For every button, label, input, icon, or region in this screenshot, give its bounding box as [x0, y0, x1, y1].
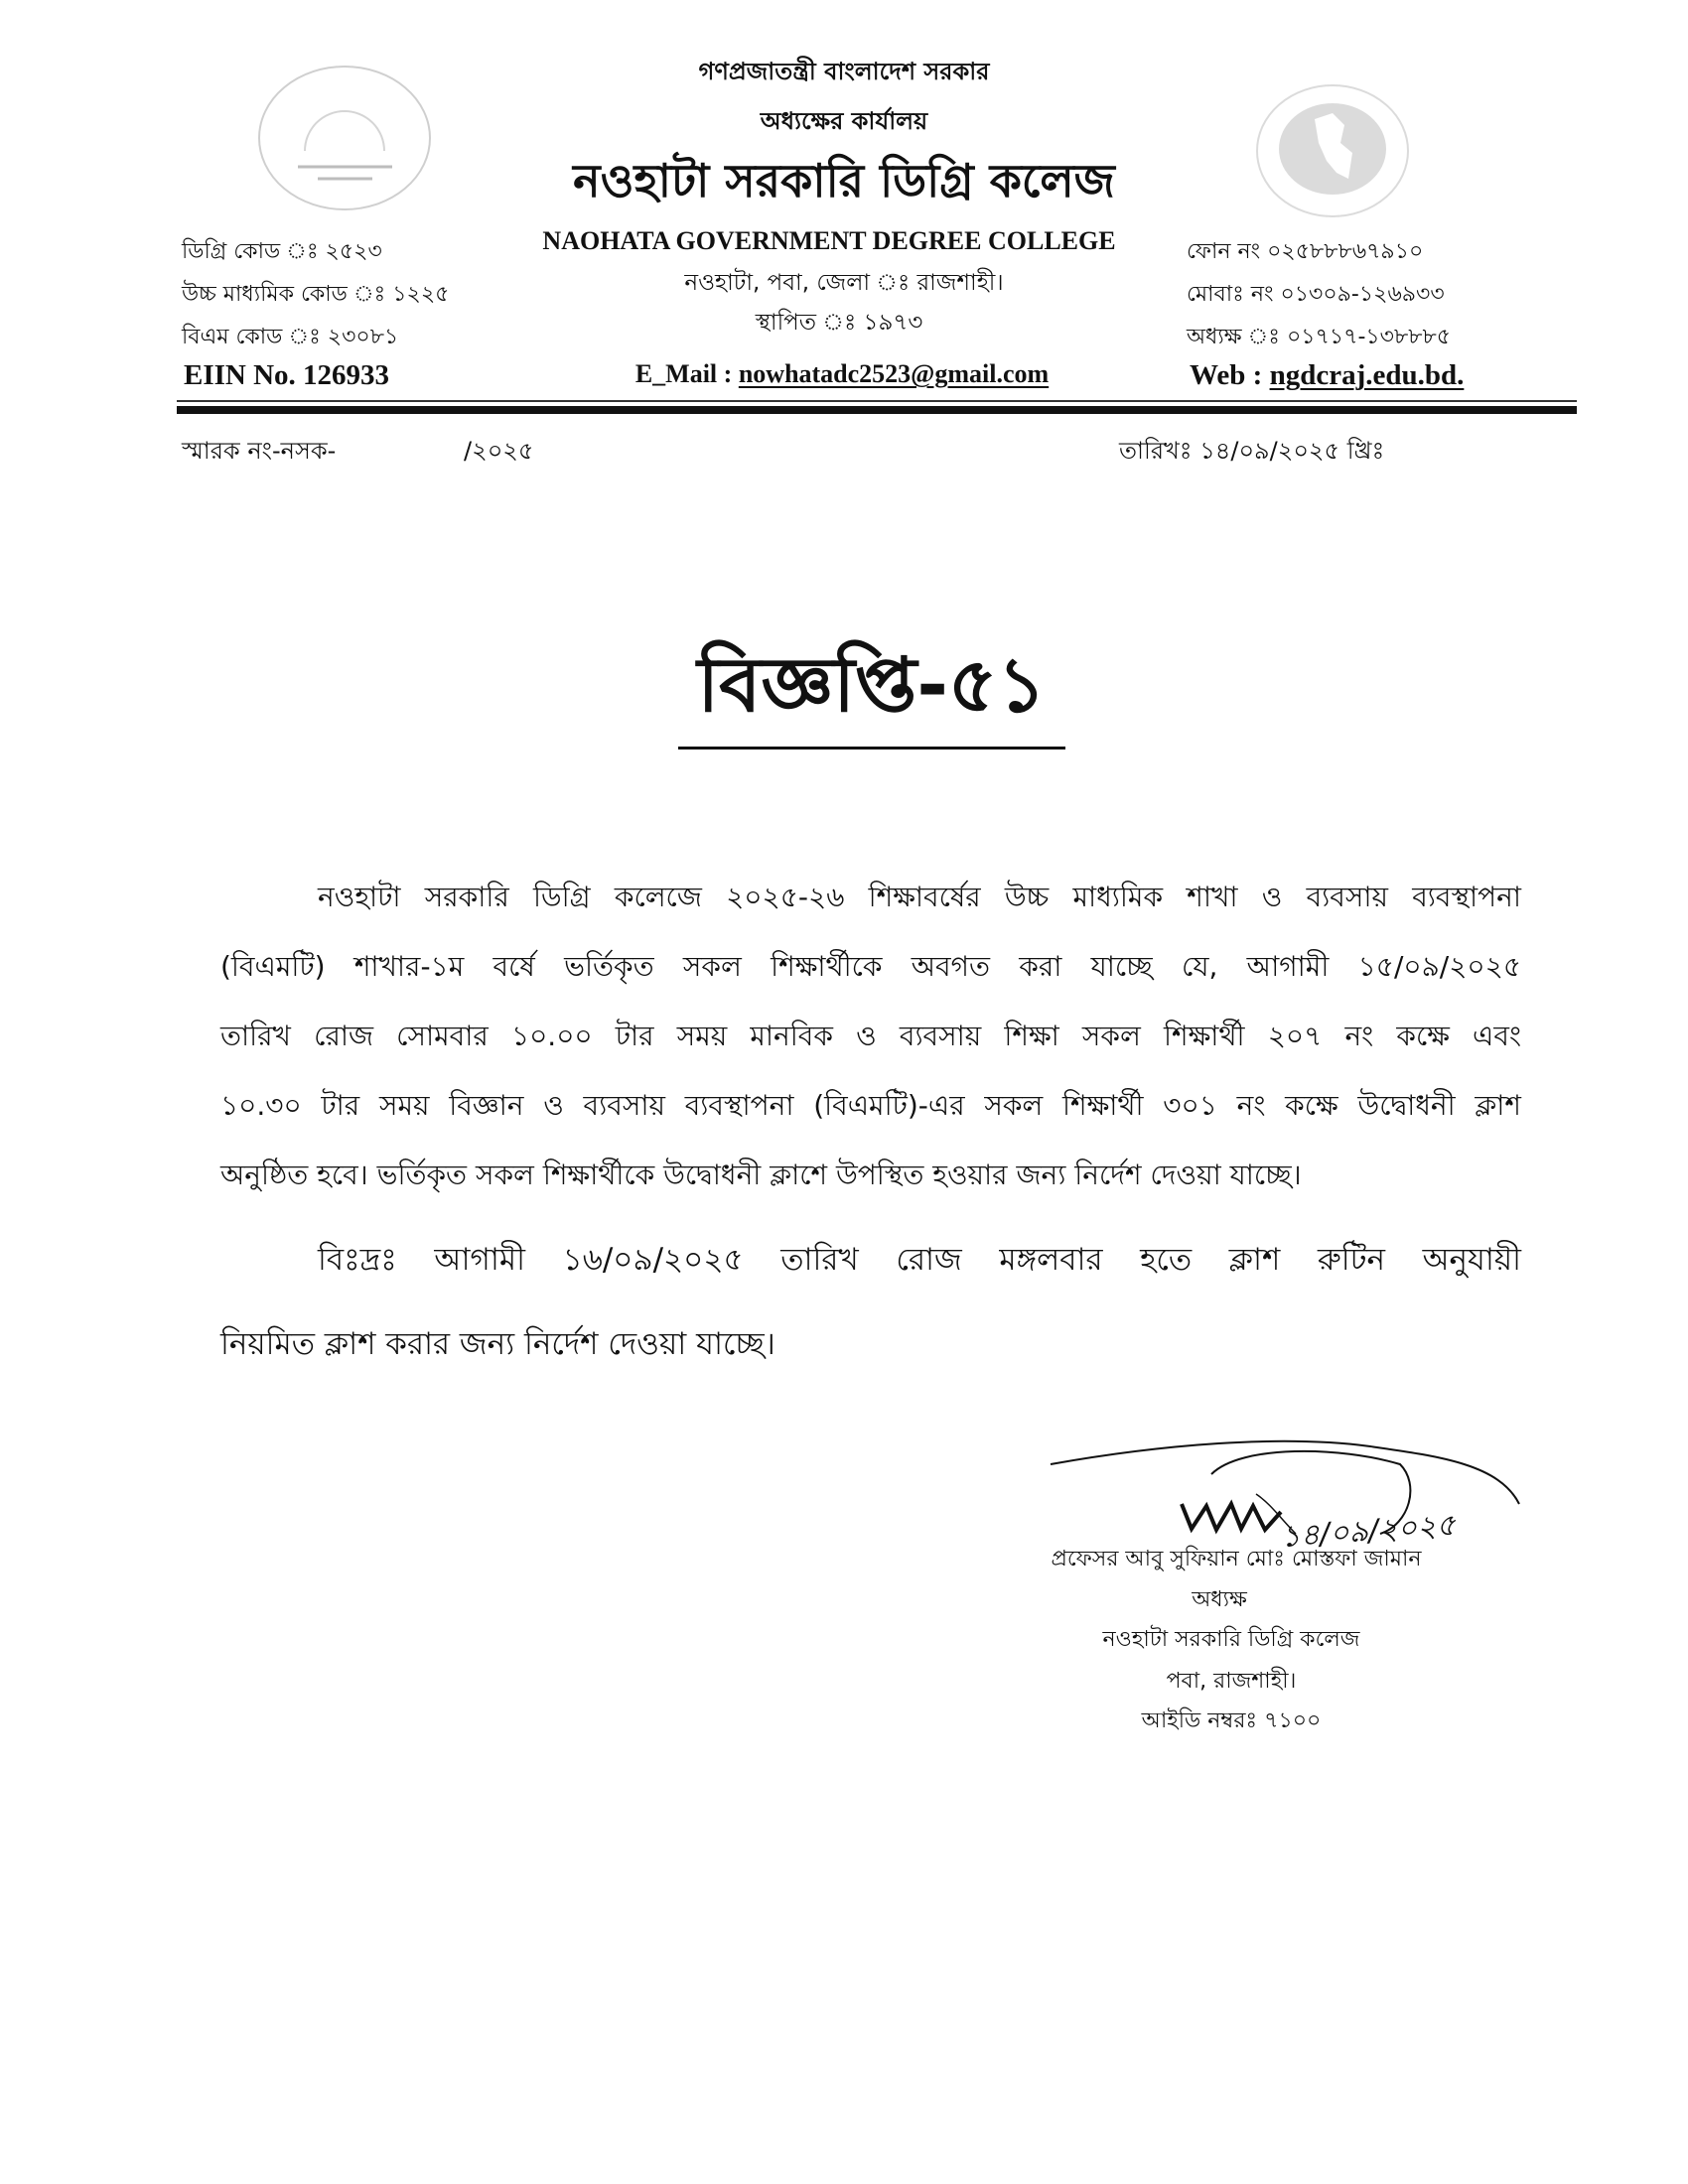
email-label: E_Mail :: [634, 359, 739, 388]
government-seal: [1253, 81, 1412, 220]
signature-handwritten-date: ১৪/০৯/২০২৫: [1279, 1507, 1458, 1556]
body-line-3: তারিখ রোজ সোমবার ১০.০০ টার সময় মানবিক ও ব্যবসায় শিক্ষা সকল শিক্ষার্থী ২০৭ নং কক্ষে এবং: [220, 1020, 1521, 1052]
memo-ref: স্মারক নং-নসক-: [182, 437, 337, 465]
college-name-bn: নওহাটা সরকারি ডিগ্রি কলেজ: [573, 154, 1115, 207]
established-year: স্থাপিত ঃ ১৯৭৩: [755, 310, 923, 336]
office-line: অধ্যক্ষের কার্যালয়: [760, 107, 928, 135]
email-link[interactable]: nowhatadc2523@gmail.com: [738, 359, 1050, 388]
college-seal: [253, 62, 437, 215]
college-name-en: NAOHATA GOVERNMENT DEGREE COLLEGE: [542, 226, 1116, 255]
notice-title-underline: [678, 747, 1065, 750]
body-line-2: (বিএমটি) শাখার-১ম বর্ষে ভর্তিকৃত সকল শিক্ষার্থীকে অবগত করা যাচ্ছে যে, আগামী ১৫/০৯/২০২৫: [220, 950, 1521, 983]
email-line: [635, 359, 1049, 389]
note-line-1: বিঃদ্রঃ আগামী ১৬/০৯/২০২৫ তারিখ রোজ মঙ্গলবার হতে ক্লাশ রুটিন অনুযায়ী: [318, 1242, 1521, 1278]
web-label: Web :: [1190, 359, 1270, 391]
govt-line: গণপ্রজাতন্ত্রী বাংলাদেশ সরকার: [698, 58, 990, 85]
bm-code: বিএম কোড ঃ ২৩০৮১: [182, 325, 399, 349]
degree-code: ডিগ্রি কোড ঃ ২৫২৩: [182, 239, 382, 264]
memo-ref-year: /২০২৫: [464, 437, 534, 465]
eiin-number: EIIN No. 126933: [184, 359, 390, 391]
signatory-id: আইডি নম্বরঃ ৭১০০: [1141, 1708, 1322, 1733]
memo-date: তারিখঃ ১৪/০৯/২০২৫ খ্রিঃ: [1119, 437, 1385, 465]
phone-number: ফোন নং ০২৫৮৮৮৬৭৯১০: [1187, 239, 1424, 264]
college-address: নওহাটা, পবা, জেলা ঃ রাজশাহী।: [684, 270, 1004, 296]
signatory-college: নওহাটা সরকারি ডিগ্রি কলেজ: [1102, 1627, 1360, 1652]
signatory-location: পবা, রাজশাহী।: [1166, 1669, 1297, 1694]
hsc-code: উচ্চ মাধ্যমিক কোড ঃ ১২২৫: [182, 282, 450, 307]
notice-title: বিজ্ঞপ্তি-৫১: [697, 640, 1047, 729]
header-rule-thick: [177, 406, 1577, 414]
note-line-2: নিয়মিত ক্লাশ করার জন্য নির্দেশ দেওয়া যাচ্ছে।: [220, 1326, 775, 1362]
mobile-number: মোবাঃ নং ০১৩০৯-১২৬৯৩৩: [1187, 282, 1445, 307]
web-link[interactable]: ngdcraj.edu.bd.: [1269, 359, 1465, 391]
principal-phone: অধ্যক্ষ ঃ ০১৭১৭-১৩৮৮৮৫: [1187, 325, 1452, 349]
header-rule-thin: [177, 400, 1577, 402]
web-line: [1190, 359, 1464, 392]
body-line-4: ১০.৩০ টার সময় বিজ্ঞান ও ব্যবসায় ব্যবস্থাপনা (বিএমটি)-এর সকল শিক্ষার্থী ৩০১ নং কক্ষে উদ্বোধনী ক্লাশ: [220, 1089, 1521, 1122]
signatory-designation: অধ্যক্ষ: [1192, 1587, 1247, 1612]
body-line-5: অনুষ্ঠিত হবে। ভর্তিকৃত সকল শিক্ষার্থীকে উদ্বোধনী ক্লাশে উপস্থিত হওয়ার জন্য নির্দেশ দেওয়া যাচ্ছে।: [220, 1159, 1302, 1191]
body-line-1: নওহাটা সরকারি ডিগ্রি কলেজে ২০২৫-২৬ শিক্ষাবর্ষের উচ্চ মাধ্যমিক শাখা ও ব্যবসায় ব্যবস্থাপনা: [318, 881, 1521, 913]
signatory-name: প্রফেসর আবু সুফিয়ান মোঃ মোস্তফা জামান: [1051, 1547, 1422, 1571]
